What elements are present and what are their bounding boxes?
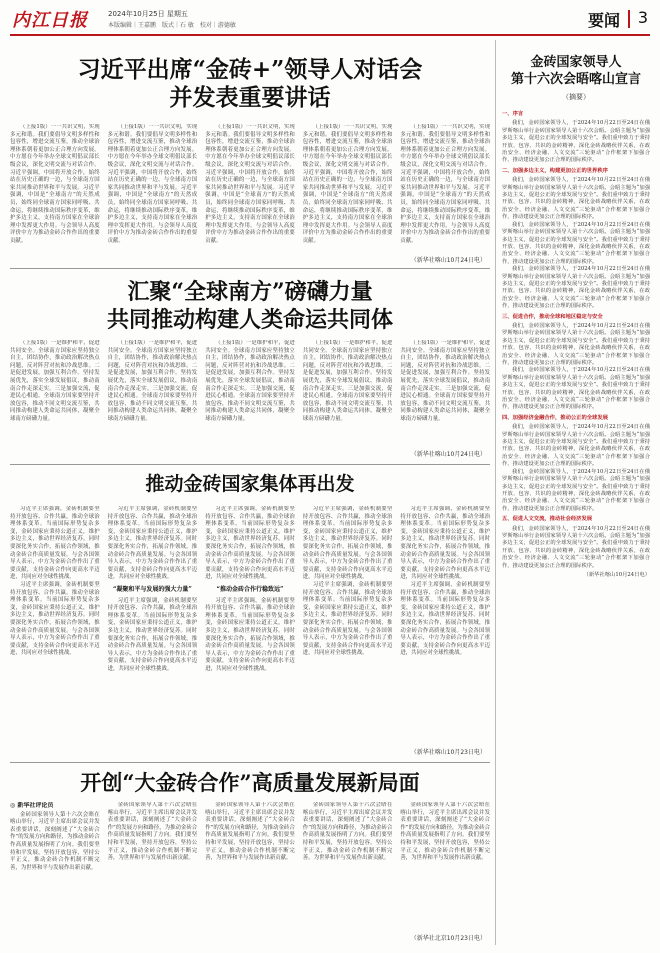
article-4-body bbox=[10, 802, 490, 942]
sidebar-text-5: 我们，金砖国家领导人，于2024年10月22日至24日在俄罗斯喀山举行金砖国家领导人第十六次会晤。会晤主题为“加强多边主义，促进公正的全球发展与安全”。我们重申致力于秉持开放、包容、共识的金砖精神，深化金砖战略伙伴关系，在政治安全、经济金融、人文交流“三轮驱动”合作框架下加强合作，推动建设更加公正合理的国际秩序。 bbox=[502, 525, 650, 569]
article-2-sign: （新华社喀山10月24日电） bbox=[410, 451, 486, 458]
article-4-text-cont3: 金砖国家领导人第十六次会晤在喀山举行，习近平主席出席会议并发表重要讲话，深刻阐述了“大金砖合作”的发展方向和路径，为推动金砖合作高质量发展指明了方向。我们要坚持和平发展，坚持开放包容，坚持公平正义，推动金砖合作机制不断完善，为世界和平与发展作出新贡献。 bbox=[302, 802, 393, 862]
sidebar-note: （摘要） bbox=[562, 93, 590, 101]
article-3-text-cont2: 习近平主席强调，金砖机制要坚持开放包容、合作共赢，推动全球治理体系变革。当前国际形势复杂多变，金砖国家应秉持公道正义，维护多边主义，推动世界经济复苏。同时要深化务实合作，拓展合作领域，推动金砖合作高质量发展。与会各国领导人表示，中方为金砖合作作出了重要贡献，支持金砖合作向更高水平迈进，共同应对全球性挑战。 bbox=[205, 506, 295, 581]
article-2-text: （上接1版）一是维护和平，促进共同安全。全球南方国家应坚持独立自主，团结协作，推动政治解决热点问题，反对阵营对抗和冷战思维。二是促进发展，加强互利合作。坚持发展优先，落实全球发展倡议，推动南南合作走深走实。三是加强交流，促进民心相通。全球南方国家要坚持开放包容，推动不同文明交流互鉴，共同推动构建人类命运共同体，凝聚全球南方磅礴力量。 bbox=[10, 340, 100, 422]
sidebar-section-2: 二、加强多边主义，构建更加公正的世界秩序 bbox=[502, 167, 608, 174]
article-3-text-e: 习近平主席强调，金砖机制要坚持开放包容、合作共赢，推动全球治理体系变革。当前国际形势复杂多变，金砖国家应秉持公道正义，维护多边主义，推动世界经济复苏。同时要深化务实合作，拓展合作领域，推动金砖合作高质量发展。与会各国领导人表示，中方为金砖合作作出了重要贡献，支持金砖合作向更高水平迈进，共同应对全球性挑战。 bbox=[302, 581, 393, 657]
article-4-tag: ◎ 新华社评论员 bbox=[10, 802, 54, 809]
article-2-title-line1: 汇聚“全球南方”磅礴力量 bbox=[127, 279, 373, 305]
article-1-text-cont2: （上接1版）一一共识文明，实现多元和谐。我们要倡导文明多样性和包容性，增进交流互鉴，推动全球治理体系朝着更加公正合理方向发展。中方愿在今年举办全球文明倡议部长级会议，深化文明交流与对话合作。习近平强调，中国将开放合作，始终站在历史正确的一边，与全球南方国家共同推动世界和平与发展。习近平强调，中国是“全球南方”的天然成员，始终同全球南方国家同呼吸、共命运，将继续推动国际秩序变革，维护多边主义，支持南方国家在全球治理中发挥更大作用。与会领导人高度评价中方为推动金砖合作作出的重要贡献。 bbox=[205, 124, 295, 244]
masthead bbox=[10, 6, 650, 36]
main-column bbox=[10, 40, 490, 945]
divider bbox=[10, 762, 490, 763]
article-3-body bbox=[10, 506, 490, 756]
article-3-text-f: 习近平主席强调，金砖机制要坚持开放包容、合作共赢，推动全球治理体系变革。当前国际形势复杂多变，金砖国家应秉持公道正义，维护多边主义，推动世界经济复苏。同时要深化务实合作，拓展合作领域，推动金砖合作高质量发展。与会各国领导人表示，中方为金砖合作作出了重要贡献，支持金砖合作向更高水平迈进，共同应对全球性挑战。 bbox=[400, 581, 490, 657]
article-1-text-cont4: （上接1版）一一共识文明，实现多元和谐。我们要倡导文明多样性和包容性，增进交流互鉴，推动全球治理体系朝着更加公正合理方向发展。中方愿在今年举办全球文明倡议部长级会议，深化文明交流与对话合作。习近平强调，中国将开放合作，始终站在历史正确的一边，与全球南方国家共同推动世界和平与发展。习近平强调，中国是“全球南方”的天然成员，始终同全球南方国家同呼吸、共命运，将继续推动国际秩序变革，维护多边主义，支持南方国家在全球治理中发挥更大作用。与会领导人高度评价中方为推动金砖合作作出的重要贡献。 bbox=[400, 124, 490, 244]
sidebar-text-2: 我们，金砖国家领导人，于2024年10月22日至24日在俄罗斯喀山举行金砖国家领导人第十六次会晤。会晤主题为“加强多边主义，促进公正的全球发展与安全”。我们重申致力于秉持开放、包容、共识的金砖精神，深化金砖战略伙伴关系，在政治安全、经济金融、人文交流“三轮驱动”合作框架下加强合作，推动建设更加公正合理的国际秩序。 bbox=[502, 177, 650, 221]
sidebar-body bbox=[502, 108, 650, 898]
article-1-headline bbox=[10, 56, 490, 112]
sidebar-text-2c: 我们，金砖国家领导人，于2024年10月22日至24日在俄罗斯喀山举行金砖国家领导人第十六次会晤。会晤主题为“加强多边主义，促进公正的全球发展与安全”。我们重申致力于秉持开放、包容、共识的金砖精神，深化金砖战略伙伴关系，在政治安全、经济金融、人文交流“三轮驱动”合作框架下加强合作，推动建设更加公正合理的国际秩序。 bbox=[502, 266, 650, 310]
article-4-text-cont: 金砖国家领导人第十六次会晤在喀山举行，习近平主席出席会议并发表重要讲话，深刻阐述了“大金砖合作”的发展方向和路径，为推动金砖合作高质量发展指明了方向。我们要坚持和平发展，坚持开放包容，坚持公平正义，推动金砖合作机制不断完善，为世界和平与发展作出新贡献。 bbox=[107, 802, 198, 862]
article-2-headline bbox=[10, 278, 490, 334]
article-3-subhead-1: “凝聚和平与发展的强大力量” bbox=[112, 585, 192, 593]
article-3-text-cont: 习近平主席强调，金砖机制要坚持开放包容、合作共赢，推动全球治理体系变革。当前国际形势复杂多变，金砖国家应秉持公道正义，维护多边主义，推动世界经济复苏。同时要深化务实合作，拓展合作领域，推动金砖合作高质量发展。与会各国领导人表示，中方为金砖合作作出了重要贡献，支持金砖合作向更高水平迈进，共同应对全球性挑战。 bbox=[107, 506, 198, 581]
sidebar-section-4: 四、加强经济金融合作，推动公正的全球发展 bbox=[502, 414, 608, 421]
article-3-text-c: 习近平主席强调，金砖机制要坚持开放包容、合作共赢，推动全球治理体系变革。当前国际形势复杂多变，金砖国家应秉持公道正义，维护多边主义，推动世界经济复苏。同时要深化务实合作，拓展合作领域，推动金砖合作高质量发展。与会各国领导人表示，中方为金砖合作作出了重要贡献，支持金砖合作向更高水平迈进，共同应对全球性挑战。 bbox=[107, 597, 198, 672]
article-1-text: （上接1版）一一共识文明，实现多元和谐。我们要倡导文明多样性和包容性，增进交流互鉴，推动全球治理体系朝着更加公正合理方向发展。中方愿在今年举办全球文明倡议部长级会议，深化文明交流与对话合作。习近平强调，中国将开放合作，始终站在历史正确的一边，与全球南方国家共同推动世界和平与发展。习近平强调，中国是“全球南方”的天然成员，始终同全球南方国家同呼吸、共命运，将继续推动国际秩序变革，维护多边主义，支持南方国家在全球治理中发挥更大作用。与会领导人高度评价中方为推动金砖合作作出的重要贡献。 bbox=[10, 124, 100, 244]
article-3-text-cont4: 习近平主席强调，金砖机制要坚持开放包容、合作共赢，推动全球治理体系变革。当前国际形势复杂多变，金砖国家应秉持公道正义，维护多边主义，推动世界经济复苏。同时要深化务实合作，拓展合作领域，推动金砖合作高质量发展。与会各国领导人表示，中方为金砖合作作出了重要贡献，支持金砖合作向更高水平迈进，共同应对全球性挑战。 bbox=[400, 506, 490, 581]
article-2-text-cont2: （上接1版）一是维护和平，促进共同安全。全球南方国家应坚持独立自主，团结协作，推动政治解决热点问题，反对阵营对抗和冷战思维。二是促进发展，加强互利合作。坚持发展优先，落实全球发展倡议，推动南南合作走深走实。三是加强交流，促进民心相通。全球南方国家要坚持开放包容，推动不同文明交流互鉴，共同推动构建人类命运共同体，凝聚全球南方磅礴力量。 bbox=[205, 340, 295, 422]
article-2-body bbox=[10, 340, 490, 458]
article-3-headline: 推动金砖国家集体再出发 bbox=[145, 473, 355, 495]
article-4-headline: 开创“大金砖合作”高质量发展新局面 bbox=[80, 770, 420, 795]
sidebar-text-4: 我们，金砖国家领导人，于2024年10月22日至24日在俄罗斯喀山举行金砖国家领导人第十六次会晤。会晤主题为“加强多边主义，促进公正的全球发展与安全”。我们重申致力于秉持开放、包容、共识的金砖精神，深化金砖战略伙伴关系，在政治安全、经济金融、人文交流“三轮驱动”合作框架下加强合作，推动建设更加公正合理的国际秩序。 bbox=[502, 424, 650, 468]
sidebar-text-4b: 我们，金砖国家领导人，于2024年10月22日至24日在俄罗斯喀山举行金砖国家领导人第十六次会晤。会晤主题为“加强多边主义，促进公正的全球发展与安全”。我们重申致力于秉持开放、包容、共识的金砖精神，深化金砖战略伙伴关系，在政治安全、经济金融、人文交流“三轮驱动”合作框架下加强合作，推动建设更加公正合理的国际秩序。 bbox=[502, 468, 650, 512]
masthead-divider bbox=[628, 10, 630, 28]
article-2-text-cont: （上接1版）一是维护和平，促进共同安全。全球南方国家应坚持独立自主，团结协作，推动政治解决热点问题，反对阵营对抗和冷战思维。二是促进发展，加强互利合作。坚持发展优先，落实全球发展倡议，推动南南合作走深走实。三是加强交流，促进民心相通。全球南方国家要坚持开放包容，推动不同文明交流互鉴，共同推动构建人类命运共同体，凝聚全球南方磅礴力量。 bbox=[107, 340, 198, 422]
article-2-title-line2: 共同推动构建人类命运共同体 bbox=[106, 307, 393, 333]
sidebar-title-line1: 金砖国家领导人 bbox=[530, 55, 622, 70]
sidebar-text-2b: 我们，金砖国家领导人，于2024年10月22日至24日在俄罗斯喀山举行金砖国家领导人第十六次会晤。会晤主题为“加强多边主义，促进公正的全球发展与安全”。我们重申致力于秉持开放、包容、共识的金砖精神，深化金砖战略伙伴关系，在政治安全、经济金融、人文交流“三轮驱动”合作框架下加强合作，推动建设更加公正合理的国际秩序。 bbox=[502, 221, 650, 265]
sidebar-text-3b: 我们，金砖国家领导人，于2024年10月22日至24日在俄罗斯喀山举行金砖国家领导人第十六次会晤。会晤主题为“加强多边主义，促进公正的全球发展与安全”。我们重申致力于秉持开放、包容、共识的金砖精神，深化金砖战略伙伴关系，在政治安全、经济金融、人文交流“三轮驱动”合作框架下加强合作，推动建设更加公正合理的国际秩序。 bbox=[502, 367, 650, 411]
article-1-text-cont3: （上接1版）一一共识文明，实现多元和谐。我们要倡导文明多样性和包容性，增进交流互鉴，推动全球治理体系朝着更加公正合理方向发展。中方愿在今年举办全球文明倡议部长级会议，深化文明交流与对话合作。习近平强调，中国将开放合作，始终站在历史正确的一边，与全球南方国家共同推动世界和平与发展。习近平强调，中国是“全球南方”的天然成员，始终同全球南方国家同呼吸、共命运，将继续推动国际秩序变革，维护多边主义，支持南方国家在全球治理中发挥更大作用。与会领导人高度评价中方为推动金砖合作作出的重要贡献。 bbox=[302, 124, 393, 244]
page-number: 3 bbox=[637, 8, 648, 27]
article-3-sign: （新华社喀山10月23日电） bbox=[410, 749, 486, 756]
article-3-text: 习近平主席强调，金砖机制要坚持开放包容、合作共赢，推动全球治理体系变革。当前国际形势复杂多变，金砖国家应秉持公道正义，维护多边主义，推动世界经济复苏。同时要深化务实合作，拓展合作领域，推动金砖合作高质量发展。与会各国领导人表示，中方为金砖合作作出了重要贡献，支持金砖合作向更高水平迈进，共同应对全球性挑战。 bbox=[10, 506, 100, 581]
article-4-text: 金砖国家领导人第十六次会晤在喀山举行，习近平主席出席会议并发表重要讲话，深刻阐述了“大金砖合作”的发展方向和路径，为推动金砖合作高质量发展指明了方向。我们要坚持和平发展，坚持开放包容，坚持公平正义，推动金砖合作机制不断完善，为世界和平与发展作出新贡献。 bbox=[10, 811, 100, 871]
article-1-title-line2: 并发表重要讲话 bbox=[169, 84, 331, 111]
sidebar-title-line2: 第十六次会晤喀山宣言 bbox=[510, 72, 641, 87]
sidebar-declaration bbox=[495, 40, 650, 945]
article-1-text-cont: （上接1版）一一共识文明，实现多元和谐。我们要倡导文明多样性和包容性，增进交流互鉴，推动全球治理体系朝着更加公正合理方向发展。中方愿在今年举办全球文明倡议部长级会议，深化文明交流与对话合作。习近平强调，中国将开放合作，始终站在历史正确的一边，与全球南方国家共同推动世界和平与发展。习近平强调，中国是“全球南方”的天然成员，始终同全球南方国家同呼吸、共命运，将继续推动国际秩序变革，维护多边主义，支持南方国家在全球治理中发挥更大作用。与会领导人高度评价中方为推动金砖合作作出的重要贡献。 bbox=[107, 124, 198, 244]
sidebar-section-1: 一、序言 bbox=[502, 111, 524, 117]
article-3-text-b: 习近平主席强调，金砖机制要坚持开放包容、合作共赢，推动全球治理体系变革。当前国际形势复杂多变，金砖国家应秉持公道正义，维护多边主义，推动世界经济复苏。同时要深化务实合作，拓展合作领域，推动金砖合作高质量发展。与会各国领导人表示，中方为金砖合作作出了重要贡献，支持金砖合作向更高水平迈进，共同应对全球性挑战。 bbox=[10, 581, 100, 657]
article-3-subhead-2: “推动金砖合作行稳致远” bbox=[216, 585, 284, 593]
sidebar-section-3: 三、促进合作，推动全球和地区稳定与安全 bbox=[502, 313, 603, 320]
article-3-text-d: 习近平主席强调，金砖机制要坚持开放包容、合作共赢，推动全球治理体系变革。当前国际形势复杂多变，金砖国家应秉持公道正义，维护多边主义，推动世界经济复苏。同时要深化务实合作，拓展合作领域，推动金砖合作高质量发展。与会各国领导人表示，中方为金砖合作作出了重要贡献，支持金砖合作向更高水平迈进，共同应对全球性挑战。 bbox=[205, 597, 295, 672]
issue-date: 2024年10月25日 星期五 bbox=[108, 10, 188, 18]
article-2-text-cont4: （上接1版）一是维护和平，促进共同安全。全球南方国家应坚持独立自主，团结协作，推动政治解决热点问题，反对阵营对抗和冷战思维。二是促进发展，加强互利合作。坚持发展优先，落实全球发展倡议，推动南南合作走深走实。三是加强交流，促进民心相通。全球南方国家要坚持开放包容，推动不同文明交流互鉴，共同推动构建人类命运共同体，凝聚全球南方磅礴力量。 bbox=[400, 340, 490, 422]
sidebar-title bbox=[502, 54, 650, 88]
article-1-body bbox=[10, 124, 490, 264]
editor-credits: 本版编辑｜王嘉鹏 版式｜石 敏 校对｜游德敏 bbox=[108, 22, 236, 29]
divider bbox=[10, 464, 490, 465]
article-1-title-line1: 习近平出席“金砖+”领导人对话会 bbox=[77, 56, 423, 83]
article-1-sign: （新华社喀山10月24日电） bbox=[410, 257, 486, 264]
sidebar-section-5: 五、促进人文交流，推动社会经济发展 bbox=[502, 516, 593, 523]
sidebar-text-3: 我们，金砖国家领导人，于2024年10月22日至24日在俄罗斯喀山举行金砖国家领导人第十六次会晤。会晤主题为“加强多边主义，促进公正的全球发展与安全”。我们重申致力于秉持开放、包容、共识的金砖精神，深化金砖战略伙伴关系，在政治安全、经济金融、人文交流“三轮驱动”合作框架下加强合作，推动建设更加公正合理的国际秩序。 bbox=[502, 322, 650, 366]
newspaper-logo: 内江日报 bbox=[12, 10, 88, 31]
article-4-text-cont4: 金砖国家领导人第十六次会晤在喀山举行，习近平主席出席会议并发表重要讲话，深刻阐述了“大金砖合作”的发展方向和路径，为推动金砖合作高质量发展指明了方向。我们要坚持和平发展，坚持开放包容，坚持公平正义，推动金砖合作机制不断完善，为世界和平与发展作出新贡献。 bbox=[400, 802, 490, 862]
divider bbox=[10, 268, 490, 269]
article-4-sign: （新华社北京10月23日电） bbox=[410, 935, 486, 942]
sidebar-sign: （新华社喀山10月24日电） bbox=[583, 571, 650, 578]
article-4-text-cont2: 金砖国家领导人第十六次会晤在喀山举行，习近平主席出席会议并发表重要讲话，深刻阐述了“大金砖合作”的发展方向和路径，为推动金砖合作高质量发展指明了方向。我们要坚持和平发展，坚持开放包容，坚持公平正义，推动金砖合作机制不断完善，为世界和平与发展作出新贡献。 bbox=[205, 802, 295, 862]
article-2-text-cont3: （上接1版）一是维护和平，促进共同安全。全球南方国家应坚持独立自主，团结协作，推动政治解决热点问题，反对阵营对抗和冷战思维。二是促进发展，加强互利合作。坚持发展优先，落实全球发展倡议，推动南南合作走深走实。三是加强交流，促进民心相通。全球南方国家要坚持开放包容，推动不同文明交流互鉴，共同推动构建人类命运共同体，凝聚全球南方磅礴力量。 bbox=[302, 340, 393, 422]
sidebar-text: 我们，金砖国家领导人，于2024年10月22日至24日在俄罗斯喀山举行金砖国家领导人第十六次会晤。会晤主题为“加强多边主义，促进公正的全球发展与安全”。我们重申致力于秉持开放、包容、共识的金砖精神，深化金砖战略伙伴关系，在政治安全、经济金融、人文交流“三轮驱动”合作框架下加强合作，推动建设更加公正合理的国际秩序。 bbox=[502, 120, 650, 164]
article-3-text-cont3: 习近平主席强调，金砖机制要坚持开放包容、合作共赢，推动全球治理体系变革。当前国际形势复杂多变，金砖国家应秉持公道正义，维护多边主义，推动世界经济复苏。同时要深化务实合作，拓展合作领域，推动金砖合作高质量发展。与会各国领导人表示，中方为金砖合作作出了重要贡献，支持金砖合作向更高水平迈进，共同应对全球性挑战。 bbox=[302, 506, 393, 581]
section-name: 要闻 bbox=[587, 11, 620, 30]
